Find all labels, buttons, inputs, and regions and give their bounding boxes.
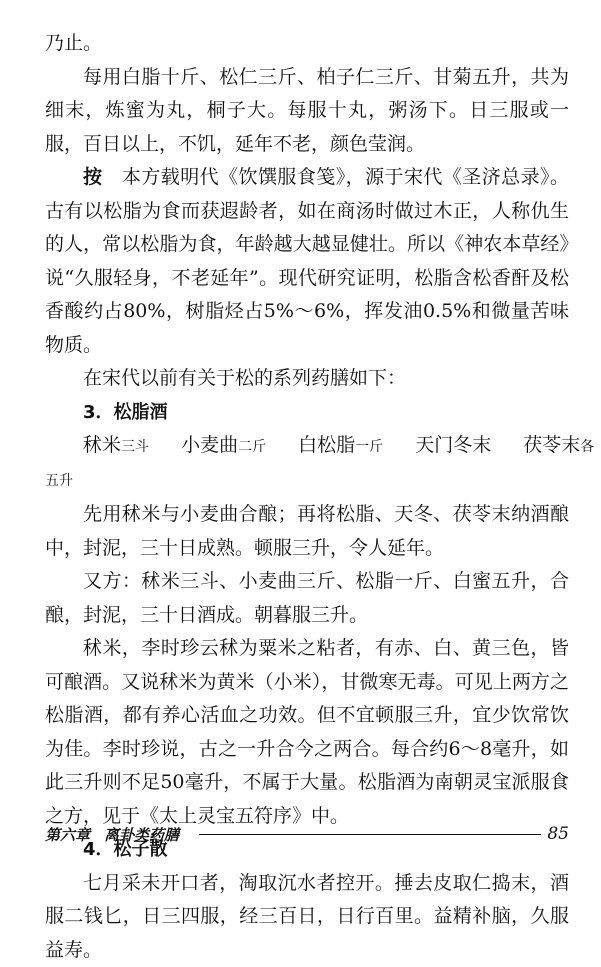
paragraph-commentary: 秫米，李时珍云秫为粟米之粘者，有赤、白、黄三色，皆可酿酒。又说秫米为黄米（小米），甘微寒无毒。可见上两方之松脂酒，都有养心活血之功效。但不宜顿服三升，宜少饮常饮为佳。李时珍说，古之一升合今之两合。每合约6～8毫升，如此三升则不足50毫升，不属于大量。松脂酒为南朝灵宝派服食之方，见于《太上灵宝五符序》中。 [45,632,569,833]
ingredient: 白松脂一斤 [298,434,383,456]
page-footer [45,822,569,846]
ingredient: 天门冬末 [415,434,491,456]
ingredient: 小麦曲二斤 [181,434,266,456]
paragraph-method: 先用秫米与小麦曲合酿；再将松脂、天冬、茯苓末纳酒酿中，封泥，三十日成熟。顿服三升，令人延年。 [45,498,569,565]
section-heading-3: 3．松脂酒 [45,396,569,430]
ingredient: 茯苓末各 [523,434,594,456]
running-footer [45,824,193,845]
paragraph-alt-method: 又方：秫米三斗、小麦曲三斤、松脂一斤、白蜜五升，合酿，封泥，三十日酒成。朝暮服三升。 [45,565,569,632]
footer-rule [199,834,541,835]
section-label: 离卦类药膳 [104,826,179,844]
paragraph-recipe-4: 七月采未开口者，淘取沉水者控开。捶去皮取仁捣末，酒服二钱匕，日三四服，经三百日，日行百里。益精补脑，久服益寿。 [45,867,569,967]
paragraph-continuation: 乃止。 [45,27,569,61]
page-number: 85 [547,824,569,844]
note-text: 本方载明代《饮馔服食笺》，源于宋代《圣济总录》。古有以松脂为食而获遐龄者，如在商汤时做过木正，人称仇生的人，常以松脂为食，年龄越大越显健壮。所以《神农本草经》说“久服轻身，不老延年”。现代研究证明，松脂含松香酐及松香酸约占80%，树脂烃占5%～6%，挥发油0.5%和微量苦味物质。 [45,166,569,356]
ingredient-list [45,429,569,465]
paragraph-note [45,161,569,362]
note-label: 按 [83,166,102,188]
paragraph-intro: 在宋代以前有关于松的系列药膳如下： [45,362,569,396]
ingredient-quantity-continuation: 五升 [45,465,569,499]
ingredient: 秫米三斗 [83,434,149,456]
section-heading-4: 4．松子散 [45,833,569,867]
paragraph-recipe: 每用白脂十斤、松仁三斤、柏子仁三斤、甘菊五升，共为细末，炼蜜为丸，桐子大。每服十丸，粥汤下。日三服或一服，百日以上，不饥，延年不老，颜色莹润。 [45,61,569,162]
chapter-label: 第六章 [45,826,90,844]
